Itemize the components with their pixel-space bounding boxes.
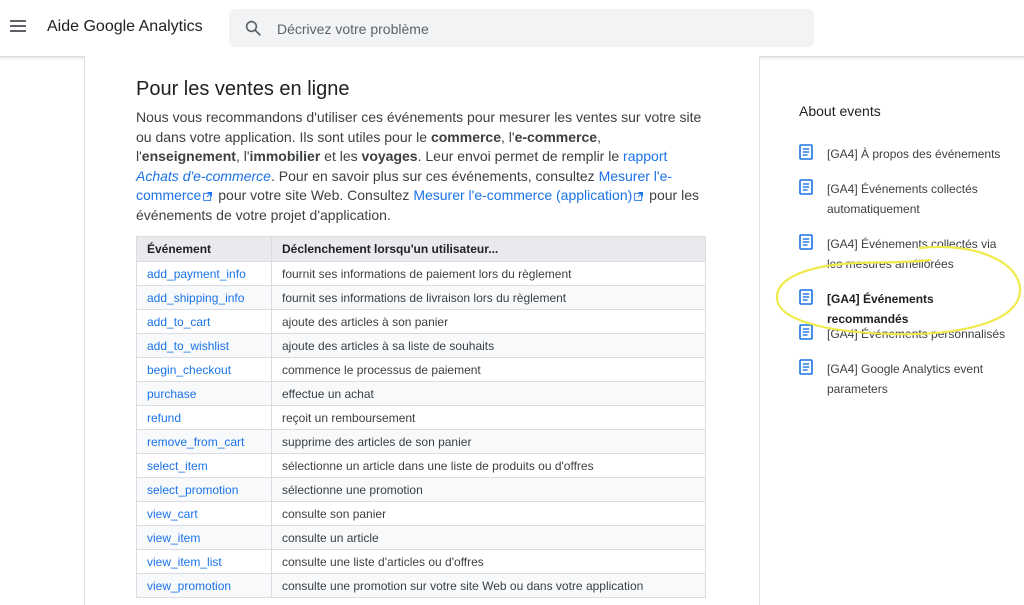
sidebar-item-recommended-events[interactable]	[799, 290, 1014, 329]
description-cell: commence le processus de paiement	[272, 358, 706, 382]
table-row	[137, 406, 706, 430]
document-icon	[799, 359, 813, 375]
document-icon	[799, 179, 813, 195]
search-bar[interactable]	[229, 9, 814, 47]
event-cell	[137, 382, 272, 406]
table-row	[137, 454, 706, 478]
description-cell: sélectionne un article dans une liste de produits ou d'offres	[272, 454, 706, 478]
intro-text: pour les événements de votre projet d'application.	[136, 187, 699, 223]
table-row	[137, 334, 706, 358]
sidebar-item-label: [GA4] À propos des événements	[827, 147, 1001, 161]
sidebar-item-label: [GA4] Événements personnalisés	[827, 327, 1006, 341]
event-cell	[137, 358, 272, 382]
event-cell	[137, 526, 272, 550]
event-cell	[137, 334, 272, 358]
event-cell	[137, 430, 272, 454]
table-row	[137, 478, 706, 502]
sidebar-item-label: [GA4] Événements collectés automatiquement	[827, 182, 978, 216]
event-link[interactable]: view_item_list	[147, 554, 222, 569]
event-link[interactable]: begin_checkout	[147, 362, 232, 377]
sidebar-item-auto-collected[interactable]	[799, 180, 1014, 219]
description-cell: effectue un achat	[272, 382, 706, 406]
column-header-event: Événement	[137, 237, 272, 262]
intro-text: . Leur envoi permet de remplir le	[417, 148, 624, 165]
table-row	[137, 526, 706, 550]
sidebar-item-label: [GA4] Événements collectés via les mesures améliorées	[827, 237, 997, 271]
search-input[interactable]	[275, 9, 799, 49]
document-icon	[799, 234, 813, 250]
menu-icon[interactable]	[10, 20, 26, 32]
event-cell	[137, 286, 272, 310]
table-row	[137, 382, 706, 406]
intro-bold: immobilier	[249, 148, 321, 165]
intro-text: , l'	[136, 128, 601, 165]
event-cell	[137, 574, 272, 598]
link-text-italic: Achats d'e-commerce	[136, 167, 271, 184]
top-app-bar	[0, 0, 1024, 57]
event-link[interactable]: purchase	[147, 386, 197, 401]
event-cell	[137, 406, 272, 430]
section-title: Pour les ventes en ligne	[136, 78, 350, 100]
description-cell: consulte son panier	[272, 502, 706, 526]
event-link[interactable]: add_shipping_info	[147, 290, 245, 305]
intro-text: . Pour en savoir plus sur ces événements, consultez	[270, 167, 599, 184]
description-cell: reçoit un remboursement	[272, 406, 706, 430]
event-cell	[137, 262, 272, 286]
sidebar-title: About events	[799, 103, 881, 119]
event-link[interactable]: add_to_wishlist	[147, 338, 230, 353]
event-link[interactable]: remove_from_cart	[147, 434, 245, 449]
event-cell	[137, 550, 272, 574]
link-text: Mesurer l'e-commerce	[136, 167, 673, 204]
sidebar-item-enhanced-measurement[interactable]	[799, 235, 1014, 274]
search-icon[interactable]	[244, 19, 262, 37]
sidebar-item-event-parameters[interactable]	[799, 360, 1014, 399]
table-row	[137, 358, 706, 382]
intro-bold: e-commerce	[514, 128, 598, 145]
description-cell: sélectionne une promotion	[272, 478, 706, 502]
event-link[interactable]: refund	[147, 410, 182, 425]
document-icon	[799, 324, 813, 340]
sidebar-item-label: [GA4] Événements recommandés	[827, 292, 934, 326]
event-link[interactable]: view_item	[147, 530, 201, 545]
intro-bold: voyages	[361, 148, 418, 165]
description-cell: supprime des articles de son panier	[272, 430, 706, 454]
event-cell	[137, 454, 272, 478]
intro-text: pour votre site Web. Consultez	[214, 187, 414, 204]
measure-ecommerce-app-link[interactable]	[413, 187, 645, 203]
intro-bold: enseignement	[141, 148, 236, 165]
event-link[interactable]: select_promotion	[147, 482, 239, 497]
intro-text: , l'	[501, 128, 515, 145]
sidebar-item-about-events[interactable]	[799, 145, 1014, 165]
intro-text: et les	[320, 148, 362, 165]
document-icon	[799, 289, 813, 305]
sidebar-item-custom-events[interactable]	[799, 325, 1014, 345]
intro-bold: commerce	[430, 128, 501, 145]
description-cell: consulte une liste d'articles ou d'offres	[272, 550, 706, 574]
document-icon	[799, 144, 813, 160]
app-title[interactable]: Aide Google Analytics	[47, 18, 203, 35]
table-row	[137, 550, 706, 574]
table-row	[137, 262, 706, 286]
event-cell	[137, 478, 272, 502]
sidebar-item-label: [GA4] Google Analytics event parameters	[827, 362, 984, 396]
table-row	[137, 502, 706, 526]
table-row	[137, 310, 706, 334]
event-link[interactable]: view_cart	[147, 506, 198, 521]
description-cell: fournit ses informations de paiement lors du règlement	[272, 262, 706, 286]
event-link[interactable]: select_item	[147, 458, 208, 473]
external-link-icon	[203, 192, 212, 201]
table-row	[137, 286, 706, 310]
intro-text: , l'	[235, 148, 250, 165]
link-text: rapport	[623, 148, 668, 165]
event-cell	[137, 502, 272, 526]
column-header-trigger: Déclenchement lorsqu'un utilisateur...	[272, 237, 706, 262]
table-header-row	[137, 237, 706, 262]
event-link[interactable]: add_to_cart	[147, 314, 211, 329]
description-cell: fournit ses informations de livraison lors du règlement	[272, 286, 706, 310]
intro-paragraph	[136, 108, 706, 226]
table-row	[137, 430, 706, 454]
events-table	[136, 236, 706, 598]
event-cell	[137, 310, 272, 334]
intro-text: Nous vous recommandons d'utiliser ces événements pour mesurer les ventes sur votre site ou dans votre application. Ils sont utiles pour le	[136, 109, 702, 145]
event-link[interactable]: view_promotion	[147, 578, 232, 593]
description-cell: consulte un article	[272, 526, 706, 550]
external-link-icon	[634, 192, 643, 201]
link-text: Mesurer l'e-commerce (application)	[413, 187, 633, 204]
description-cell: ajoute des articles à sa liste de souhaits	[272, 334, 706, 358]
description-cell: ajoute des articles à son panier	[272, 310, 706, 334]
description-cell: consulte une promotion sur votre site Web ou dans votre application	[272, 574, 706, 598]
event-link[interactable]: add_payment_info	[147, 266, 246, 281]
table-row	[137, 574, 706, 598]
